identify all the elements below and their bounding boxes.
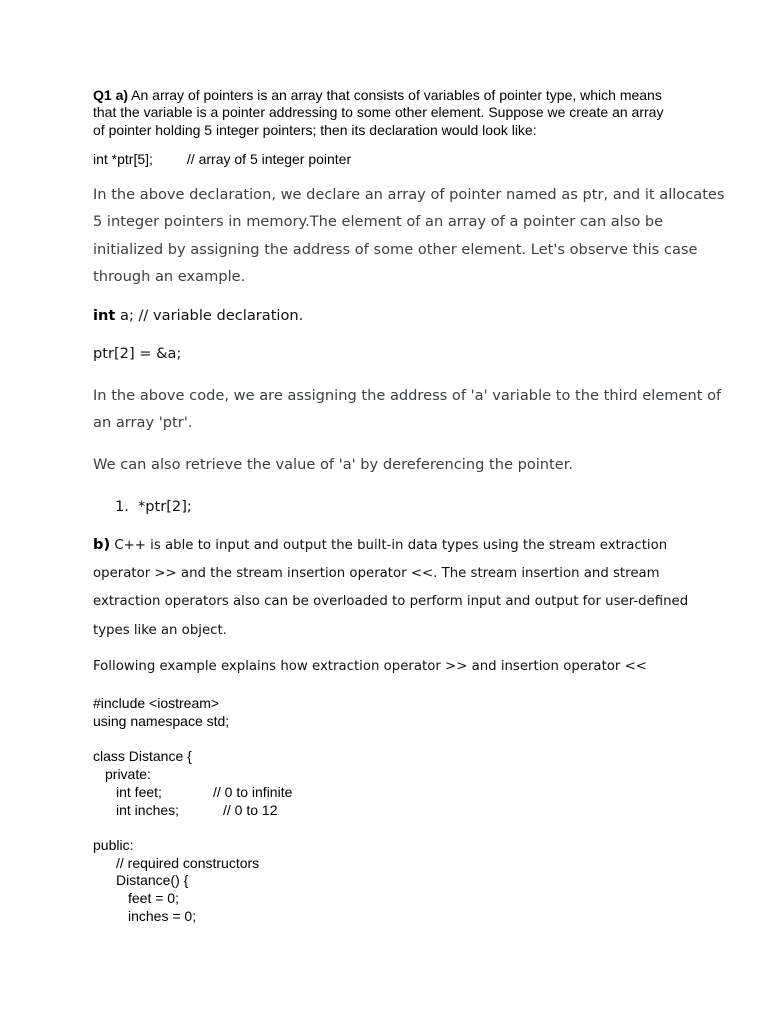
q1-intro-line-3: of pointer holding 5 integer pointers; then its declaration would look like: — [93, 122, 537, 138]
code-line-constructors-comment: // required constructors — [116, 855, 260, 871]
para1-line-4: through an example. — [93, 268, 246, 285]
q1b-label: b) — [93, 536, 111, 553]
list-number: 1. — [115, 498, 129, 515]
code-line-feet: int feet; // 0 to infinite — [116, 784, 293, 800]
list-item-text: *ptr[2]; — [137, 498, 192, 515]
code-int-declaration: int a; // variable declaration. — [93, 307, 304, 324]
code-line-distance-ctor: Distance() { — [116, 872, 189, 888]
q1-label: Q1 a) — [93, 87, 129, 103]
code-line-include: #include <iostream> — [93, 695, 220, 711]
code-line-inches-init: inches = 0; — [128, 908, 197, 924]
q1b-line-1: b) C++ is able to input and output the built-in data types using the stream extraction — [93, 536, 668, 553]
para3: We can also retrieve the value of 'a' by dereferencing the pointer. — [93, 456, 574, 473]
code-line-class: class Distance { — [93, 748, 192, 764]
para1-line-1: In the above declaration, we declare an array of pointer named as ptr, and it allocates — [93, 186, 725, 203]
feet-comment: // 0 to infinite — [213, 784, 293, 800]
code-line-public: public: — [93, 837, 134, 853]
q1b-line-2: operator >> and the stream insertion operator <<. The stream insertion and stream — [93, 566, 660, 581]
q1-intro-line-1: Q1 a) An array of pointers is an array that consists of variables of pointer type, which means — [93, 87, 662, 103]
declaration-comment: // array of 5 integer pointer — [186, 151, 352, 167]
inches-comment: // 0 to 12 — [223, 802, 278, 818]
q1b-line-3: extraction operators also can be overloaded to perform input and output for user-defined — [93, 594, 689, 609]
declaration-code: int *ptr[5]; — [93, 151, 153, 167]
para2-line-1: In the above code, we are assigning the address of 'a' variable to the third element of — [93, 387, 722, 404]
int-keyword: int — [93, 307, 116, 324]
following-example: Following example explains how extraction operator >> and insertion operator << — [93, 659, 647, 674]
code-ptr-assignment: ptr[2] = &a; — [93, 345, 182, 362]
q1b-line-4: types like an object. — [93, 623, 227, 638]
code-line-namespace: using namespace std; — [93, 713, 230, 729]
list-item — [115, 497, 192, 517]
code-line-feet-init: feet = 0; — [128, 890, 179, 906]
code-line-inches: int inches; // 0 to 12 — [116, 802, 278, 818]
para1-line-2: 5 integer pointers in memory.The element of an array of a pointer can also be — [93, 213, 664, 230]
code-line-private: private: — [105, 766, 151, 782]
q1-intro-line-2: that the variable is a pointer addressing to some other element. Suppose we create an array — [93, 104, 664, 120]
declaration-line — [93, 151, 351, 169]
para1-line-3: initialized by assigning the address of some other element. Let's observe this case — [93, 241, 698, 258]
para2-line-2: an array 'ptr'. — [93, 414, 193, 431]
